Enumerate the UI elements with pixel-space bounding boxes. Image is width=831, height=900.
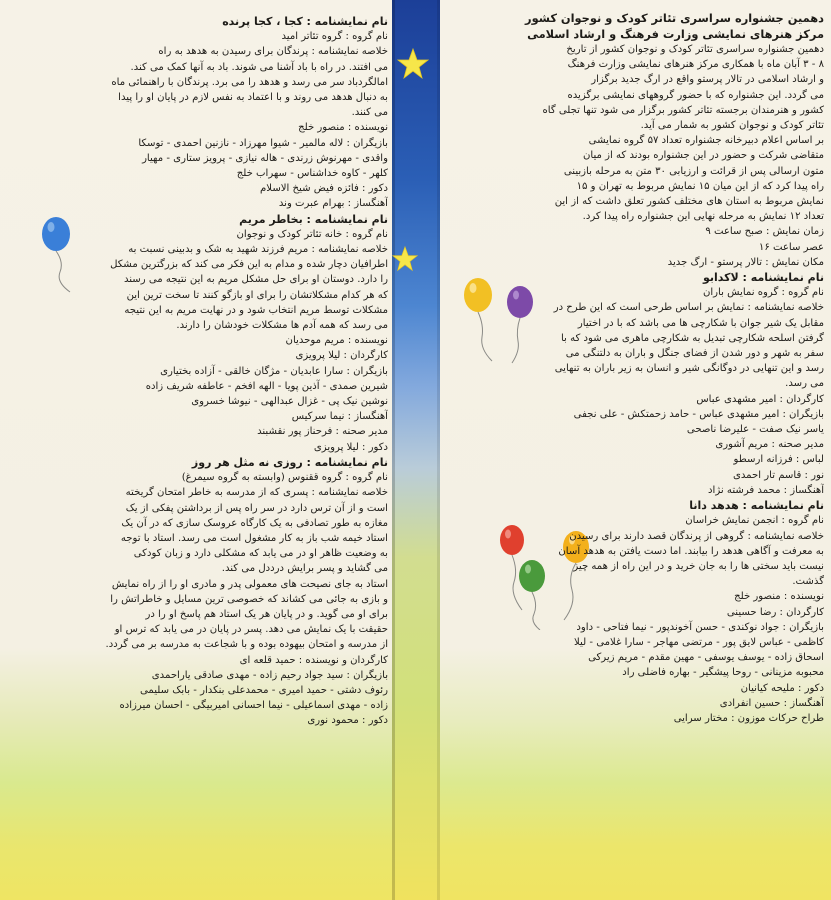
credit-line: زاده - مهدی اسماعیلی - نیما احسانی امیربیگی - احسان میرزاده <box>119 700 388 712</box>
credit-line: کارگردان : لیلا پرویزی <box>295 350 388 362</box>
credit-line: بازیگران : امیر مشهدی عباس - حامد زحمتکش - علی نجفی <box>573 408 824 420</box>
credit-line: نوشین نیک پی - غزال عبدالهی - نیوشا خسروی <box>191 396 388 408</box>
credit-line: بازیگران : سید جواد رحیم زاده - مهدی صادقی یاراحمدی <box>151 669 388 681</box>
credit-line: آهنگساز : حسین انفرادی <box>719 697 824 709</box>
schedule-time: عصر ساعت ۱۶ <box>758 241 824 253</box>
play-summary-line: می رسد. <box>785 378 824 390</box>
intro-line: نمایش مربوط به استان های مختلف کشور تعلق داشت که از این <box>554 196 824 208</box>
credit-line: مدیر صحنه : مریم آشوری <box>715 439 824 451</box>
intro-line: تئاتر کودک و نوجوان کشور به شمار می آید. <box>640 120 824 132</box>
intro-line: متقاضی شرکت و حضور در این جشنواره بودند که از میان <box>582 150 824 162</box>
star-icon <box>392 246 418 272</box>
credit-line: دکور : فائزه فیض شیخ الاسلام <box>260 183 388 195</box>
festival-title: دهمین جشنواره سراسری تئاتر کودک و نوجوان کشور <box>525 11 824 25</box>
credit-line: کارگردان : امیر مشهدی عباس <box>696 393 824 405</box>
play-summary-line: می کنند. <box>351 107 388 119</box>
play-summary-line: گذشت. <box>792 576 824 588</box>
intro-line: بر اساس اعلام دبیرخانه جشنواره تعداد ۵۷ گروه نمایشی <box>588 135 824 147</box>
play-summary-line: خلاصه نمایشنامه : پرندگان برای رسیدن به هدهد به راه <box>158 46 388 58</box>
spine-fold-shadow-right <box>437 0 440 900</box>
play-summary-line: و بازی به جائی می کشاند که خصوصی ترین مسایل و خاطراتش را <box>110 593 388 605</box>
credit-line: رئوف دشتی - حمید امیری - محمدعلی بنکدار - بابک سلیمی <box>140 684 388 696</box>
intro-line: دهمین جشنواره سراسری تئاتر کودک و نوجوان کشور از تاریخ <box>566 44 824 55</box>
credit-line: کلهر - کاوه خداشناس - سهراب خلج <box>236 168 388 180</box>
play-summary-line: به وضعیت ظاهر او در می یابد که مشکلی دارد و زبان کودکی <box>133 548 388 560</box>
intro-line: تعداد ۱۲ نمایش به مرحله نهایی این جشنواره راه پیدا کرد. <box>582 211 824 223</box>
play-group: نام گروه : گروه تئاتر امید <box>281 31 388 43</box>
schedule-place: مکان نمایش : تالار پرستو - ارگ جدید <box>667 256 824 268</box>
intro-line: ۸ - ۳ آبان ماه با همکاری مرکز هنرهای نمایشی وزارت فرهنگ <box>567 59 824 71</box>
credit-line: آهنگساز : نیما سرکیس <box>291 411 388 423</box>
play-summary-line: گرفتن اسلحه شکارچی تبدیل به شکارچی ماهری می شود که با <box>560 332 824 344</box>
star-icon <box>397 48 429 80</box>
left-column <box>4 14 388 729</box>
play-summary-line: اطرافیان دچار شده و مدام به این فکر می کند که بزرگترین مشکل <box>110 259 388 271</box>
intro-line: متون ارسالی پس از قرائت و ارزیابی ۳۰ متن به مرحله بازبینی <box>563 165 824 177</box>
credit-line: یاسر نیک صفت - علیرضا ناصحی <box>686 424 824 436</box>
credit-line: محبوبه مزینانی - روحا پیشگیر - بهاره فاضلی راد <box>622 667 824 679</box>
schedule-time: زمان نمایش : صبح ساعت ۹ <box>705 226 824 238</box>
play-summary-line: به معرفت و آگاهی هدهد را بیابند. اما دست یافتن به هدهد آسان <box>558 545 824 557</box>
play-summary-line: می رسد که همه آدم ها مشکلات خودشان را دارند. <box>176 320 388 332</box>
credit-line: بازیگران : لاله مالمیر - شیوا مهرزاد - نازنین احمدی - توسکا <box>138 137 388 149</box>
credit-line: کارگردان : رضا حسینی <box>726 606 824 618</box>
play-summary-line: خلاصه نمایشنامه : نمایش بر اساس طرحی است که این طرح در <box>553 302 824 314</box>
play-summary-line: حقیقت با یک نمایش می دهد. پسر در پایان در می یابد که ترس او <box>114 624 388 636</box>
play-summary-line: که هر کدام مشکلاتشان را برای او بازگو کنند تا سخت ترین این <box>126 289 388 301</box>
intro-line: می گردد. این جشنواره که با حضور گروههای نمایشی برگزیده <box>567 89 824 101</box>
credit-line: مدیر صحنه : فرحناز پور نقشبند <box>257 426 388 438</box>
play-summary-line: مشکلات توسط مریم انتخاب شود و در نهایت مریم به این نتیجه <box>124 304 388 316</box>
credit-line: بازیگران : سارا عابدیان - مژگان خالقی - آزاده بختیاری <box>160 365 388 377</box>
credit-line: دکور : لیلا پرویزی <box>313 441 388 453</box>
credit-line: کارگردان و نویسنده : حمید قلعه ای <box>239 654 388 666</box>
intro-line: و ارشاد اسلامی در تالار پرستو واقع در ارگ جدید برگزار <box>591 74 824 86</box>
play-title: نام نمایشنامه : بخاطر مریم <box>239 212 388 226</box>
credit-line: واقدی - مهرنوش زرندی - هاله نیازی - پرویز ستاری - مهیار <box>142 152 388 164</box>
play-group: نام گروه : خانه تئاتر کودک و نوجوان <box>236 228 388 240</box>
play-summary-line: سفر به شهر و دور شدن از فضای جنگل و باران به دلتنگی می <box>565 348 824 360</box>
credit-line: نور : قاسم تار احمدی <box>732 469 824 481</box>
play-summary-line: خلاصه نمایشنامه : پسری که از مدرسه به خاطر امتحان گریخته <box>125 487 388 499</box>
credit-line: دکور : محمود نوری <box>307 715 388 727</box>
credit-line: آهنگساز : بهرام عبرت وند <box>278 198 388 210</box>
play-summary-line: است و از آن ترس دارد در سر راه پس از برداشتن پفکی از یک <box>125 502 388 514</box>
play-summary-line: خلاصه نمایشنامه : مریم فرزند شهید به شک و بدبینی نسبت به <box>128 244 388 256</box>
credit-line: بازیگران : جواد نوکندی - حسن آخوندپور - نیما فتاحی - داود <box>576 621 824 633</box>
play-title: نام نمایشنامه : لاکدابو <box>702 271 824 285</box>
credit-line: نویسنده : منصور خلج <box>298 122 388 134</box>
credit-line: کاظمی - عباس لایق پور - مرتضی مهاجر - سارا غلامی - لیلا <box>574 636 824 648</box>
play-summary-line: امالگردباد سر می رسد و هدهد را می برد. پرندگان با راهنمائی ماه <box>111 76 388 88</box>
play-summary-line: خلاصه نمایشنامه : گروهی از پرندگان قصد دارند برای رسیدن <box>569 530 824 542</box>
intro-line: کشور و هنرمندان برجسته تئاتر کشور برگزار می شود تنها تجلی گاه <box>542 104 824 116</box>
credit-line: اسحاق زاده - یوسف یوسفی - مهین مقدم - مریم زیرکی <box>588 652 824 664</box>
play-summary-line: استاد به جای نصیحت های معمولی پدر و مادری او را از راه نمایش <box>111 578 388 590</box>
credit-line: طراح حرکات موزون : مختار سرایی <box>673 712 824 724</box>
play-summary-line: می گشاید و پسر برایش درددل می کند. <box>221 563 388 575</box>
credit-line: دکور : ملیحه کیانیان <box>740 682 824 694</box>
play-summary-line: رسد و این تنهایی در دوگانگی شیر و انسان به زیر باران به تنهایی <box>554 363 824 375</box>
right-column <box>446 10 824 726</box>
play-title: نام نمایشنامه : هدهد دانا <box>689 499 824 513</box>
play-group: نام گروه : گروه ققنوس (وابسته به گروه سیمرغ) <box>181 472 388 484</box>
play-summary-line: مقابل یک شیر جوان با شکارچی ها می باشد که با در اختیار <box>577 317 824 329</box>
credit-line: شیرین صمدی - آذین پویا - الهه افخم - عاطفه شریف زاده <box>145 380 388 392</box>
intro-line: راه پیدا کرد که از این میان ۱۵ نمایش مربوط به تهران و ۱۵ <box>576 180 824 192</box>
play-title: نام نمایشنامه : کجا ، کجا پرنده <box>222 15 388 28</box>
play-summary-line: به دنبال هدهد می روند و با اعتماد به نفس لازم در پایان او را پیدا <box>118 92 388 104</box>
play-summary-line: برای او می گوید. و در پایان هر یک استاد هم پاسخ او را در <box>145 608 388 620</box>
play-summary-line: را دارد. دوستان او برای حل مشکل مریم به این نتیجه می رسند <box>123 274 388 286</box>
play-summary-line: مغازه به طور تصادفی به یک کارگاه عروسک سازی که در آن یک <box>121 517 388 529</box>
page-spine <box>392 0 440 900</box>
credit-line: نویسنده : مریم موحدیان <box>285 335 388 347</box>
credit-line: نویسنده : منصور خلج <box>734 591 824 603</box>
play-title: نام نمایشنامه : روزی نه مثل هر روز <box>191 455 388 469</box>
play-group: نام گروه : انجمن نمایش خراسان <box>685 515 824 527</box>
spine-fold-shadow <box>392 0 395 900</box>
organizer-title: مرکز هنرهای نمایشی وزارت فرهنگ و ارشاد اسلامی <box>527 27 824 41</box>
play-summary-line: می افتند. در راه با باد آشنا می شوند. باد به آنها کمک می کند. <box>130 61 388 73</box>
credit-line: لباس : فرزانه ارسطو <box>733 454 824 466</box>
credit-line: آهنگساز : محمد فرشته نژاد <box>708 484 824 496</box>
play-summary-line: استاد خیمه شب باز به کار مشغول است می رسد. استاد با توجه <box>120 532 388 544</box>
play-summary-line: نیست باید سختی ها را به جان خرید و در این راه از همه چیز <box>573 560 824 572</box>
play-group: نام گروه : گروه نمایش باران <box>702 287 824 299</box>
play-summary-line: از مدرسه و امتحان بیهوده بوده و با شجاعت به مدرسه بر می گردد. <box>105 639 388 651</box>
